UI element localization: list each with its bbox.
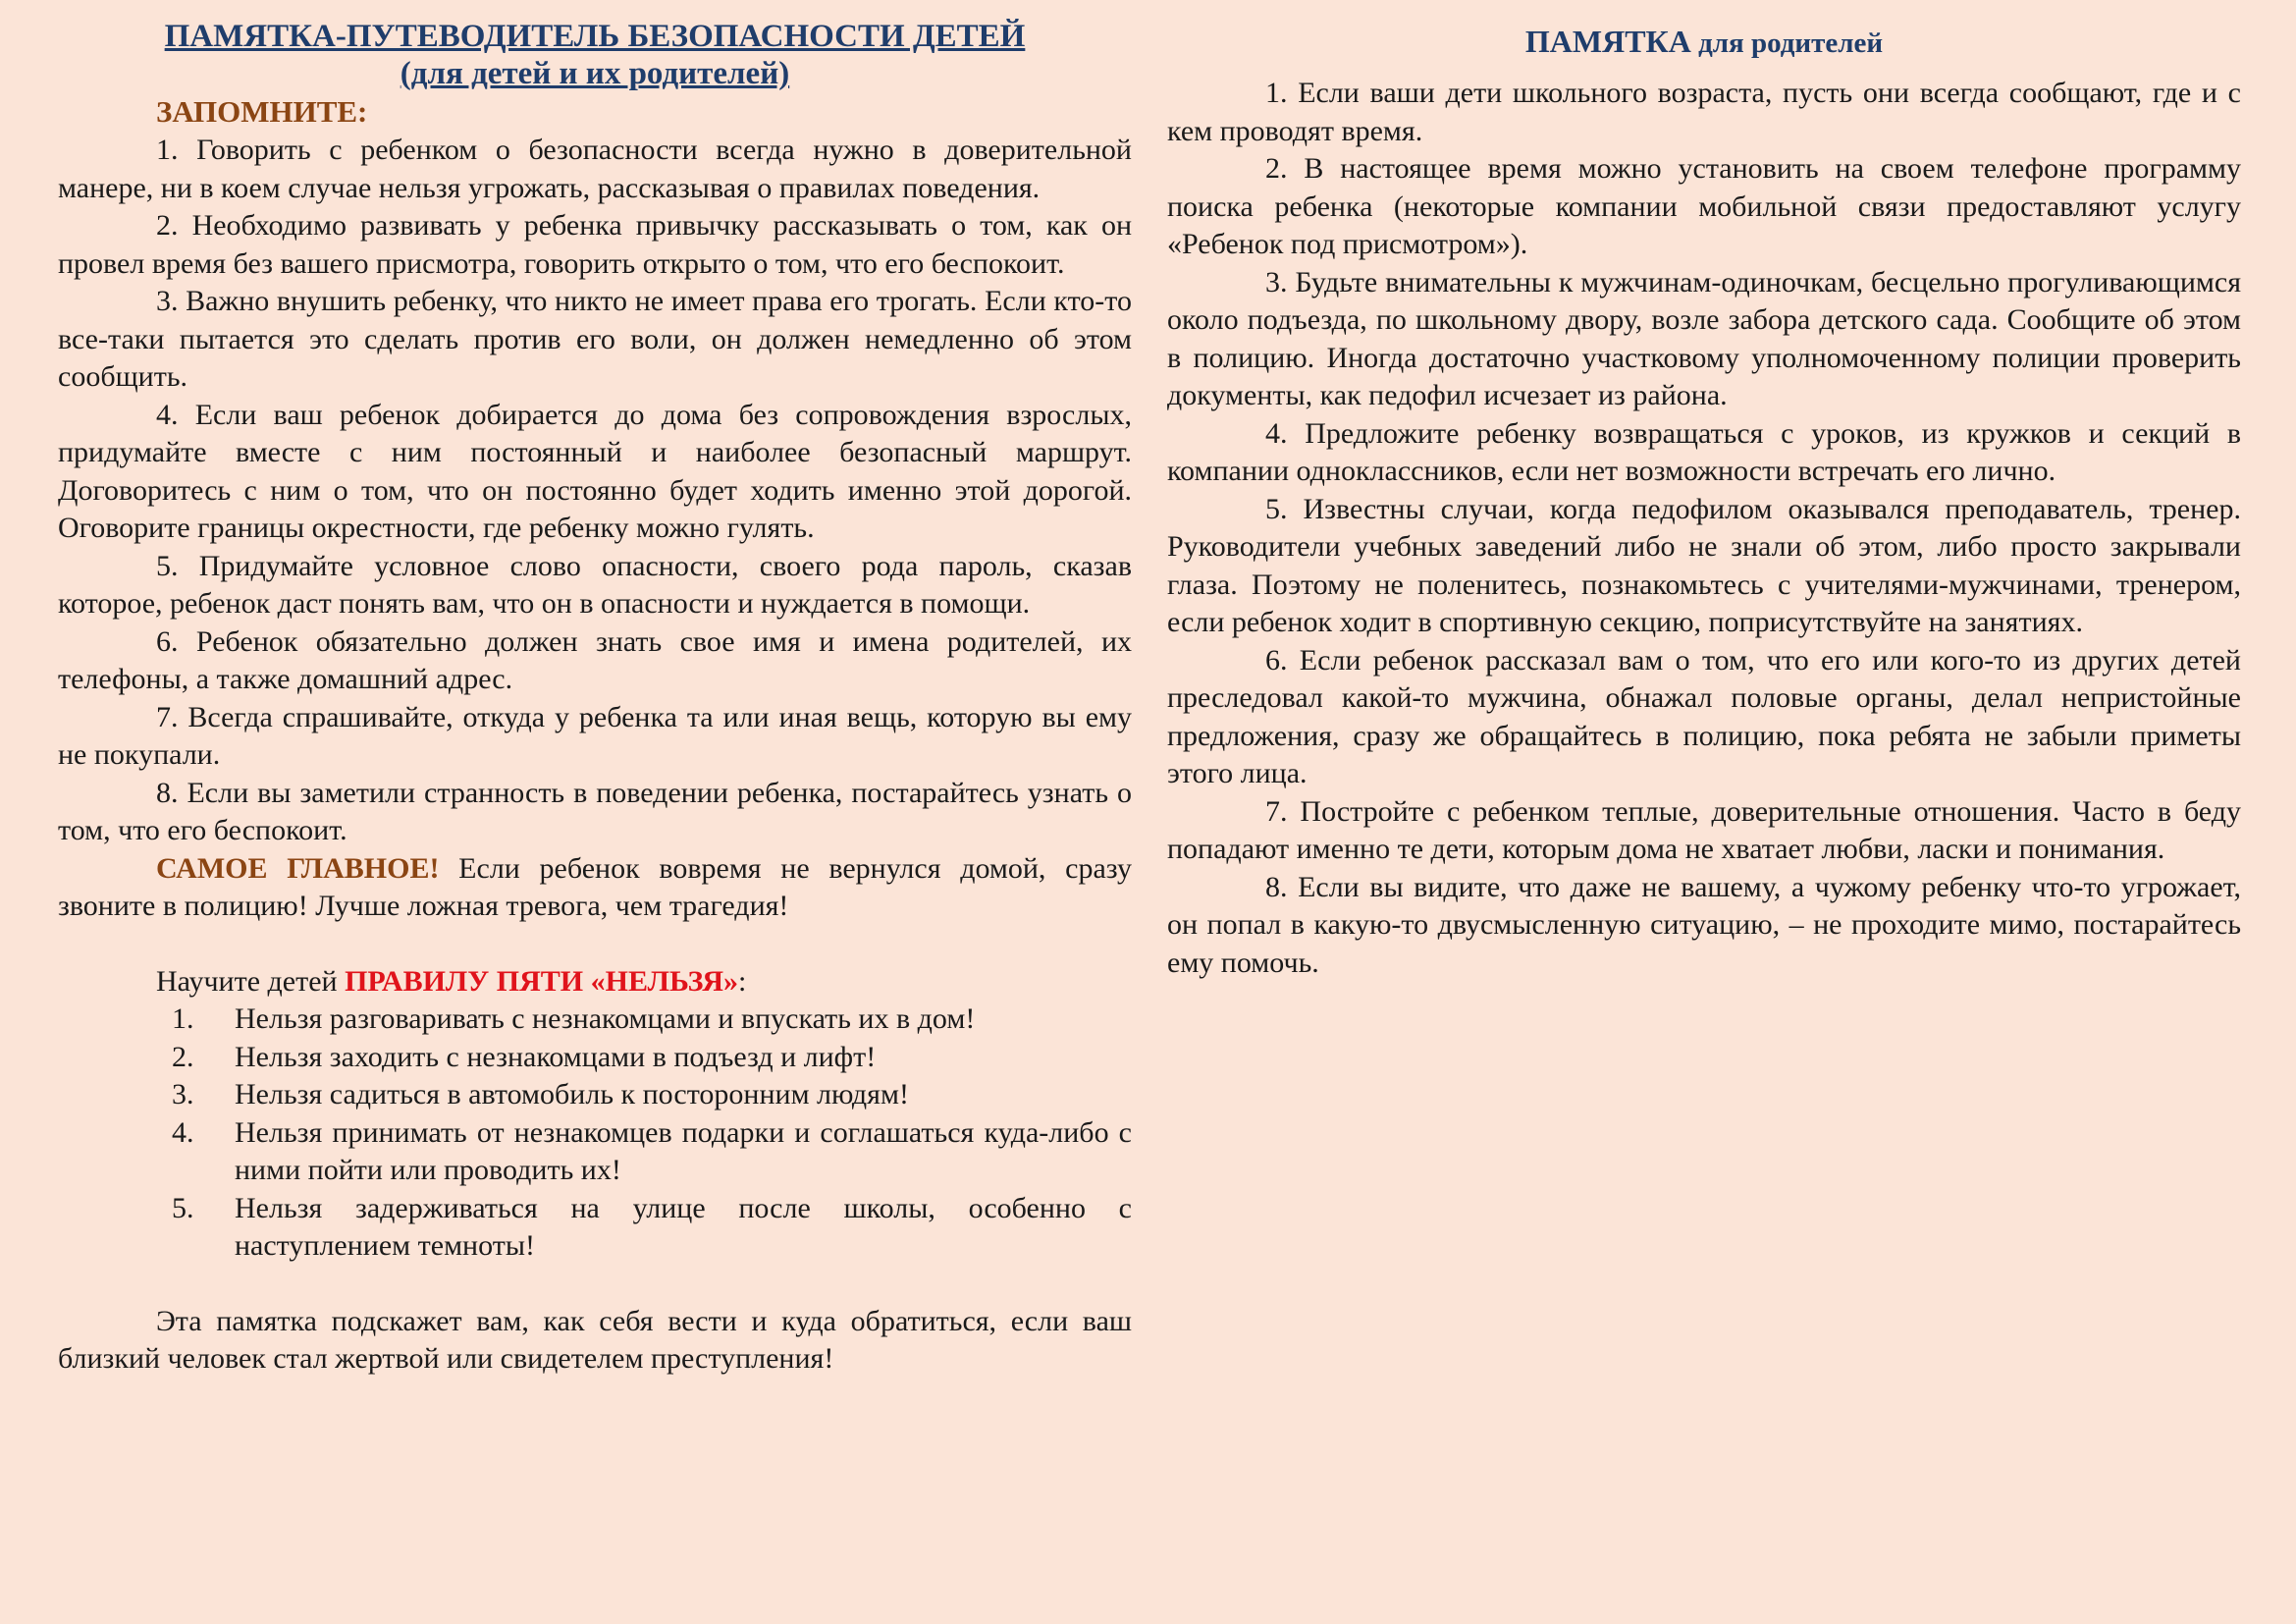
right-column	[1167, 18, 2241, 982]
title-line-2: (для детей и их родителей)	[400, 56, 790, 91]
parents-title-rest: для родителей	[1690, 27, 1884, 59]
most-important-label: САМОЕ ГЛАВНОЕ!	[156, 851, 440, 885]
right-paragraph-7: 7. Постройте с ребенком теплые, доверительные отношения. Часто в беду попадают именно те дети, которым дома не хватает любви, ласки и понимания.	[1167, 794, 2241, 865]
list-item	[58, 1190, 1132, 1266]
spacer	[1167, 65, 2241, 75]
list-text: Нельзя задерживаться на улице после школы, особенно с наступлением темноты!	[235, 1191, 1132, 1262]
left-column	[58, 18, 1132, 1379]
left-paragraph-6: 6. Ребенок обязательно должен знать свое имя и имена родителей, их телефоны, а также домашний адрес.	[58, 624, 1132, 695]
list-text: Нельзя принимать от незнакомцев подарки и соглашаться куда-либо с ними пойти или проводить их!	[235, 1115, 1132, 1186]
parents-title-bold: ПАМЯТКА	[1524, 24, 1691, 59]
right-paragraph-2: 2. В настоящее время можно установить на своем телефоне программу поиска ребенка (некоторые компании мобильной связи предоставляют услугу «Ребенок под присмотром»).	[1167, 152, 2241, 260]
right-paragraph-6: 6. Если ребенок рассказал вам о том, что его или кого-то из других детей преследовал какой-то мужчина, обнажал половые органы, делал непристойные предложения, сразу же обращайтесь в полицию, пока ребята не забыли приметы этого лица.	[1167, 643, 2241, 789]
most-important-paragraph	[58, 850, 1132, 926]
five-rules-list	[58, 1001, 1132, 1266]
list-number: 5.	[172, 1191, 194, 1224]
list-item	[58, 1076, 1132, 1114]
most-important-text: Если ребенок вовремя не вернулся домой, сразу звоните в полицию! Лучше ложная тревога, чем трагедия!	[58, 851, 1132, 922]
list-number: 3.	[172, 1078, 194, 1110]
spacer	[58, 926, 1132, 963]
list-number: 4.	[172, 1115, 194, 1149]
left-paragraph-8: 8. Если вы заметили странность в поведении ребенка, постарайтесь узнать о том, что его беспокоит.	[58, 776, 1132, 846]
remember-heading: ЗАПОМНИТЕ:	[156, 94, 368, 129]
left-paragraph-2: 2. Необходимо развивать у ребенка привычку рассказывать о том, как он провел время без вашего присмотра, говорить открыто о том, что его беспокоит.	[58, 209, 1132, 280]
parents-title	[1167, 20, 2241, 65]
rule-intro-text: Научите детей	[156, 964, 346, 998]
left-paragraph-7: 7. Всегда спрашивайте, откуда у ребенка та или иная вещь, которую вы ему не покупали.	[58, 700, 1132, 771]
right-paragraph-5: 5. Известны случаи, когда педофилом оказывался преподаватель, тренер. Руководители учебных заведений либо не знали об этом, либо просто закрывали глаза. Поэтому не поленитесь, познакомьтесь с учителями-мужчинами, тренером, если ребенок ходит в спортивную секцию, поприсутствуйте на занятиях.	[1167, 492, 2241, 638]
rule-colon: :	[738, 964, 747, 998]
list-item	[58, 1001, 1132, 1039]
spacer	[58, 1266, 1132, 1303]
right-paragraph-3: 3. Будьте внимательны к мужчинам-одиночкам, бесцельно прогуливающимся около подъезда, по школьному двору, возле забора детского сада. Сообщите об этом в полицию. Иногда достаточно участковому уполномоченному полиции проверить документы, как педофил исчезает из района.	[1167, 265, 2241, 411]
rule-intro	[58, 963, 1132, 1001]
right-paragraph-1: 1. Если ваши дети школьного возраста, пусть они всегда сообщают, где и с кем проводят время.	[1167, 77, 2241, 147]
title-line-1: ПАМЯТКА-ПУТЕВОДИТЕЛЬ БЕЗОПАСНОСТИ ДЕТЕЙ	[164, 19, 1026, 54]
list-text: Нельзя садиться в автомобиль к посторонним людям!	[235, 1078, 909, 1110]
left-paragraph-1: 1. Говорить с ребенком о безопасности всегда нужно в доверительной манере, ни в коем случае нельзя угрожать, рассказывая о правилах поведения.	[58, 134, 1132, 204]
list-text: Нельзя разговаривать с незнакомцами и впускать их в дом!	[235, 1002, 976, 1035]
left-paragraph-5: 5. Придумайте условное слово опасности, своего рода пароль, сказав которое, ребенок даст понять вам, что он в опасности и нуждается в помощи.	[58, 549, 1132, 620]
page-title	[58, 18, 1132, 92]
list-number: 2.	[172, 1040, 194, 1073]
left-paragraph-3: 3. Важно внушить ребенку, что никто не имеет права его трогать. Если кто-то все-таки пытается это сделать против его воли, он должен немедленно об этом сообщить.	[58, 285, 1132, 393]
list-number: 1.	[172, 1002, 194, 1035]
list-item	[58, 1114, 1132, 1190]
closing-paragraph: Эта памятка подскажет вам, как себя вести и куда обратиться, если ваш близкий человек стал жертвой или свидетелем преступления!	[58, 1304, 1132, 1375]
list-item	[58, 1039, 1132, 1077]
left-paragraph-4: 4. Если ваш ребенок добирается до дома без сопровождения взрослых, придумайте вместе с ним постоянный и наиболее безопасный маршрут. Договоритесь с ним о том, что он постоянно будет ходить именно этой дорогой. Оговорите границы окрестности, где ребенку можно гулять.	[58, 398, 1132, 544]
rule-name: ПРАВИЛУ ПЯТИ «НЕЛЬЗЯ»	[345, 964, 738, 998]
right-paragraph-4: 4. Предложите ребенку возвращаться с уроков, из кружков и секций в компании одноклассников, если нет возможности встречать его лично.	[1167, 416, 2241, 487]
list-text: Нельзя заходить с незнакомцами в подъезд и лифт!	[235, 1040, 877, 1073]
right-paragraph-8: 8. Если вы видите, что даже не вашему, а чужому ребенку что-то угрожает, он попал в какую-то двусмысленную ситуацию, – не проходите мимо, постарайтесь ему помочь.	[1167, 870, 2241, 979]
